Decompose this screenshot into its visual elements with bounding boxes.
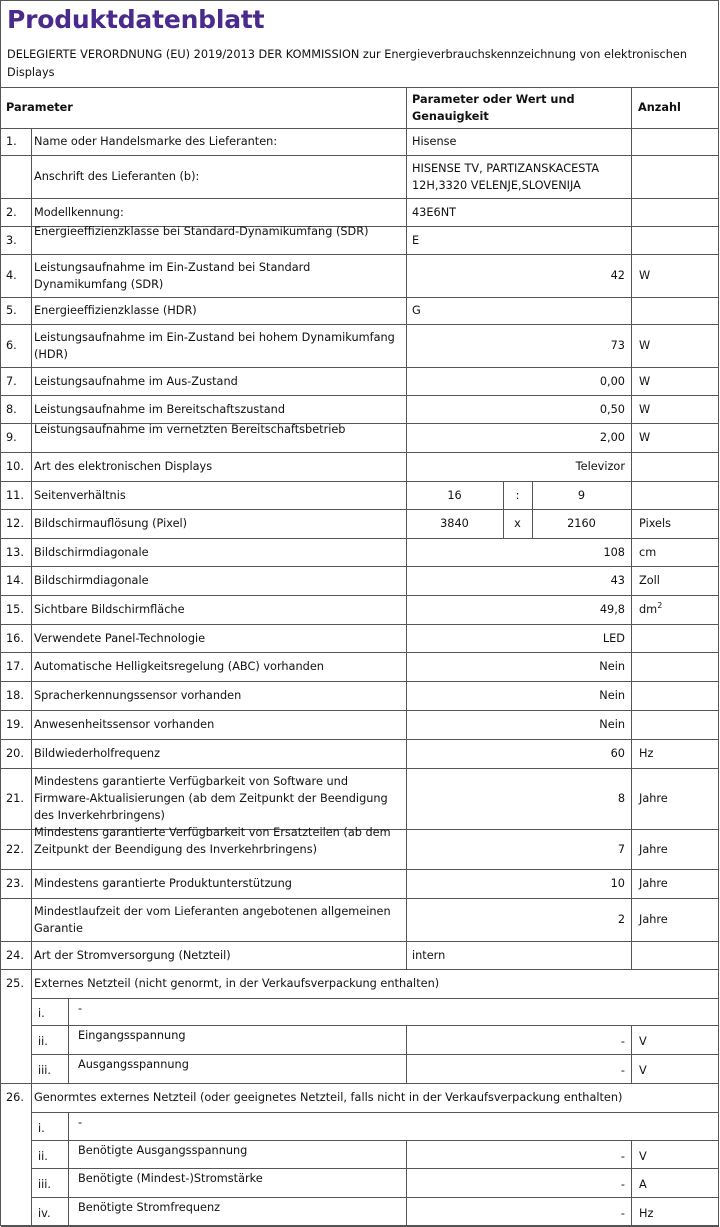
row-number: 16. [6,631,24,645]
table-column-rule [406,452,407,481]
row-number: 17. [6,660,24,673]
row-separator: x [514,517,521,530]
table-column-rule [406,898,407,941]
row-number: 3. [6,233,17,247]
row-label: Anschrift des Lieferanten (b): [34,170,200,183]
row-value: 0,00 [599,374,625,388]
table-rule [1,367,719,368]
table-column-rule [631,87,632,128]
row-value: 108 [603,545,625,559]
row-label: Leistungsaufnahme im vernetzten Bereitschaftsbetrieb [34,422,346,436]
table-column-rule [31,739,32,768]
row-label: Mindestlaufzeit der vom Lieferanten angebotenen allgemeinen Garantie [34,904,391,935]
row-label: Automatische Helligkeitsregelung (ABC) vorhanden [34,660,324,673]
row-number: 24. [6,948,24,962]
table-column-rule [631,681,632,710]
row-value: 2 [617,913,625,926]
table-column-rule [31,941,32,969]
table-column-rule [406,1140,407,1168]
row-value: Nein [599,689,625,702]
table-column-rule [31,595,32,624]
subrow-label: Eingangsspannung [78,1029,186,1042]
regulation-subtitle: DELEGIERTE VERORDNUNG (EU) 2019/2013 DER KOMMISSION zur Energieverbrauchskennzeichnung von elektronischen Displays [7,48,688,79]
table-column-rule [631,595,632,624]
table-column-rule [31,297,32,324]
table-column-rule [631,652,632,681]
table-column-rule [31,768,32,829]
subrow-number: iii. [38,1064,52,1077]
section-number: 25. [6,977,24,990]
row-unit: W [639,431,651,444]
table-rule [1,452,719,453]
row-number: 7. [6,374,17,388]
row-value: HISENSE TV, PARTIZANSKACESTA 12H,3320 VELENJE,SLOVENIJA [412,161,600,192]
row-label: Leistungsaufnahme im Bereitschaftszustand [34,402,286,416]
row-number: 6. [6,339,17,352]
row-unit: Jahre [639,792,668,805]
row-label: Leistungsaufnahme im Ein-Zustand bei Standard Dynamikumfang (SDR) [34,260,311,291]
subrow-label: Ausgangsspannung [78,1058,189,1071]
table-column-rule [406,739,407,768]
row-separator: : [515,488,520,502]
subrow-value: - [620,1035,625,1048]
row-value: intern [412,948,446,962]
row-unit: W [639,269,651,282]
subrow-label: - [78,1002,83,1015]
table-column-rule [406,768,407,829]
table-column-rule [406,681,407,710]
table-column-rule [406,624,407,652]
row-value: 49,8 [599,603,625,616]
table-rule [31,998,719,999]
table-column-rule [406,941,407,969]
row-value: 8 [617,792,625,805]
section-label: Genormtes externes Netzteil (oder geeignetes Netzteil, falls nicht in der Verkaufsverpackung enthalten) [34,1091,623,1104]
row-value: E [412,233,420,247]
row-value: 42 [610,269,625,282]
subrow-number: ii. [38,1035,48,1048]
table-column-rule [631,452,632,481]
subrow-label: - [78,1116,83,1129]
row-number: 1. [6,135,17,148]
table-rule [1,155,719,156]
row-value: 43 [610,574,625,587]
subrow-number: iv. [38,1207,51,1220]
row-number: 15. [6,603,24,616]
row-unit: Jahre [639,913,668,926]
table-rule [1,297,719,298]
row-label: Modellkennung: [34,205,124,219]
table-column-rule [31,509,32,538]
row-value: Nein [599,660,625,673]
row-value: G [412,304,421,317]
table-column-rule [406,297,407,324]
table-rule [1,87,719,88]
table-column-rule [406,155,407,198]
table-column-rule [631,395,632,423]
table-column-rule [631,481,632,509]
table-rule [31,1197,719,1198]
row-number: 10. [6,460,24,473]
table-column-rule [68,1197,69,1226]
table-column-rule [406,481,407,509]
subrow-unit: Hz [639,1207,654,1220]
table-column-rule [406,324,407,367]
row-unit: W [639,402,651,416]
table-column-rule [31,652,32,681]
table-column-rule [406,1197,407,1226]
row-number: 4. [6,269,17,282]
table-column-rule [31,829,32,869]
header-parameter: Parameter [6,101,73,114]
subrow-unit: V [639,1035,647,1048]
row-unit: Hz [639,747,654,760]
table-column-rule [406,226,407,254]
table-rule [1,624,719,625]
table-column-rule [631,566,632,595]
subrow-label: Benötigte Stromfrequenz [78,1201,221,1214]
section-number: 26. [6,1091,24,1104]
row-value: 73 [610,339,625,352]
table-column-rule [631,1025,632,1054]
table-column-rule [406,395,407,423]
table-column-rule [31,128,32,155]
table-column-rule [68,1025,69,1054]
row-number: 12. [6,517,24,530]
row-label: Mindestens garantierte Verfügbarkeit von Software und Firmware-Aktualisierungen (ab dem Zeitpunkt der Beendigung des Inverkehrbringens) [34,775,388,822]
table-column-rule [31,395,32,423]
row-unit: Jahre [639,842,668,856]
row-number: 19. [6,718,24,731]
row-label: Leistungsaufnahme im Aus-Zustand [34,374,238,388]
table-rule [1,198,719,199]
table-column-rule [406,509,407,538]
row-label: Bildwiederholfrequenz [34,747,160,760]
row-unit: $dm^2$ [639,601,663,616]
table-rule [1,969,719,970]
table-column-rule [532,481,533,509]
subrow-number: iii. [38,1178,52,1191]
table-column-rule [631,941,632,969]
subrow-value: - [620,1178,625,1191]
subrow-value: - [620,1149,625,1163]
table-column-rule [406,829,407,869]
table-rule [1,481,719,482]
table-rule [1,128,719,129]
subrow-value: - [620,1207,625,1220]
table-column-rule [31,324,32,367]
row-number: 2. [6,205,17,219]
table-column-rule [406,595,407,624]
table-column-rule [631,624,632,652]
row-label: Leistungsaufnahme im Ein-Zustand bei hohem Dynamikumfang (HDR) [34,330,395,361]
table-rule [1,566,719,567]
table-column-rule [406,1054,407,1083]
table-column-rule [31,969,32,1083]
row-value-2: 9 [577,488,586,502]
table-column-rule [31,226,32,254]
table-column-rule [31,254,32,297]
table-column-rule [631,538,632,566]
table-column-rule [406,87,407,128]
row-value-1: 16 [447,488,462,502]
table-column-rule [631,869,632,898]
row-number: 9. [6,431,17,444]
table-rule [1,681,719,682]
row-label: Mindestens garantierte Verfügbarkeit von Ersatzteilen (ab dem Zeitpunkt der Beendigung des Inverkehrbringens) [34,825,391,856]
row-value: Nein [599,718,625,731]
table-column-rule [503,481,504,509]
row-label: Art der Stromversorgung (Netzteil) [34,948,231,962]
table-rule [31,1025,719,1026]
subrow-label: Benötigte Ausgangsspannung [78,1144,248,1157]
row-number: 22. [6,842,24,856]
table-column-rule [31,198,32,226]
table-column-rule [406,1025,407,1054]
table-column-rule [503,509,504,538]
table-column-rule [406,1168,407,1197]
table-column-rule [31,1083,32,1226]
table-column-rule [631,898,632,941]
row-label: Mindestens garantierte Produktunterstützung [34,877,292,890]
table-rule [1,869,719,870]
subrow-unit: V [639,1064,647,1077]
row-value: 60 [610,747,625,760]
table-column-rule [31,710,32,739]
table-rule [31,1112,719,1113]
table-column-rule [631,198,632,226]
row-label: Bildschirmdiagonale [34,545,149,559]
row-number: 20. [6,747,24,760]
table-column-rule [406,652,407,681]
row-label: Anwesenheitssensor vorhanden [34,718,215,731]
table-column-rule [631,739,632,768]
table-column-rule [31,423,32,452]
table-column-rule [631,367,632,395]
table-column-rule [31,155,32,198]
table-rule [1,1083,719,1084]
table-rule [31,1054,719,1055]
row-label: Energieeffizienzklasse bei Standard-Dynamikumfang (SDR) [34,225,369,238]
row-value: 7 [617,842,625,856]
row-unit: W [639,339,651,352]
table-column-rule [631,254,632,297]
table-rule [1,254,719,255]
table-column-rule [631,128,632,155]
table-rule [1,739,719,740]
row-value: Televizor [575,460,625,473]
table-rule [1,768,719,769]
row-unit: Zoll [639,574,660,587]
row-label: Art des elektronischen Displays [34,460,213,473]
table-column-rule [406,367,407,395]
table-column-rule [631,155,632,198]
table-column-rule [631,710,632,739]
table-column-rule [31,481,32,509]
table-rule [1,941,719,942]
row-unit: Jahre [639,877,668,890]
subrow-number: i. [38,1121,45,1135]
row-value: 10 [610,877,625,890]
table-column-rule [406,423,407,452]
table-column-rule [68,1140,69,1168]
row-unit: cm [639,545,657,559]
unit-superscript: 2 [657,601,663,611]
table-column-rule [631,509,632,538]
row-value: 0,50 [599,402,625,416]
subrow-label: Benötigte (Mindest-)Stromstärke [78,1172,263,1185]
subrow-value: - [620,1064,625,1077]
row-value: 2,00 [599,431,625,444]
table-column-rule [631,829,632,869]
table-column-rule [68,1168,69,1197]
row-unit: W [639,374,651,388]
table-rule [1,710,719,711]
row-label: Bildschirmauflösung (Pixel) [34,517,188,530]
table-column-rule [631,297,632,324]
row-label: Energieeffizienzklasse (HDR) [34,304,197,317]
table-rule [1,898,719,899]
table-column-rule [31,367,32,395]
table-rule [1,595,719,596]
table-column-rule [68,998,69,1025]
table-column-rule [631,324,632,367]
table-column-rule [31,566,32,595]
row-label: Seitenverhältnis [34,488,126,502]
row-value: Hisense [412,135,457,148]
row-label: Sichtbare Bildschirmfläche [34,603,185,616]
row-value: LED [602,631,625,645]
row-number: 23. [6,877,24,890]
table-column-rule [631,226,632,254]
table-rule [1,395,719,396]
table-rule [1,324,719,325]
row-number: 21. [6,792,24,805]
row-number: 11. [6,488,24,502]
row-label: Verwendete Panel-Technologie [34,631,206,645]
page-title: Produktdatenblatt [7,5,265,34]
table-column-rule [406,869,407,898]
table-rule [31,1140,719,1141]
table-column-rule [68,1112,69,1140]
row-value: 43E6NT [412,205,457,219]
table-rule [1,509,719,510]
subrow-unit: A [639,1178,647,1191]
header-amount: Anzahl [638,101,681,114]
row-label: Name oder Handelsmarke des Lieferanten: [34,135,278,148]
table-column-rule [631,1197,632,1226]
header-value: Parameter oder Wert und Genauigkeit [412,92,575,123]
table-column-rule [631,423,632,452]
subrow-unit: V [639,1149,647,1163]
table-column-rule [31,452,32,481]
row-number: 18. [6,689,24,702]
subrow-number: ii. [38,1149,48,1163]
row-number: 13. [6,545,24,559]
table-column-rule [631,1168,632,1197]
row-number: 8. [6,402,17,416]
table-column-rule [31,538,32,566]
table-rule [1,538,719,539]
row-number: 14. [6,574,24,587]
table-column-rule [532,509,533,538]
table-rule [1,652,719,653]
table-column-rule [68,1054,69,1083]
table-column-rule [406,538,407,566]
table-column-rule [631,1054,632,1083]
row-value-1: 3840 [440,517,469,530]
row-label: Spracherkennungssensor vorhanden [34,689,242,702]
table-column-rule [31,681,32,710]
table-column-rule [31,624,32,652]
table-column-rule [31,898,32,941]
table-column-rule [406,566,407,595]
row-unit: Pixels [639,517,672,530]
table-column-rule [631,1140,632,1168]
table-rule [31,1168,719,1169]
section-label: Externes Netzteil (nicht genormt, in der Verkaufsverpackung enthalten) [34,977,440,990]
subrow-number: i. [38,1007,45,1020]
row-value-2: 2160 [567,517,596,530]
table-column-rule [406,198,407,226]
table-column-rule [31,869,32,898]
table-column-rule [631,768,632,829]
table-column-rule [406,710,407,739]
row-label: Bildschirmdiagonale [34,574,149,587]
table-column-rule [406,128,407,155]
row-number: 5. [6,304,17,317]
table-column-rule [406,254,407,297]
